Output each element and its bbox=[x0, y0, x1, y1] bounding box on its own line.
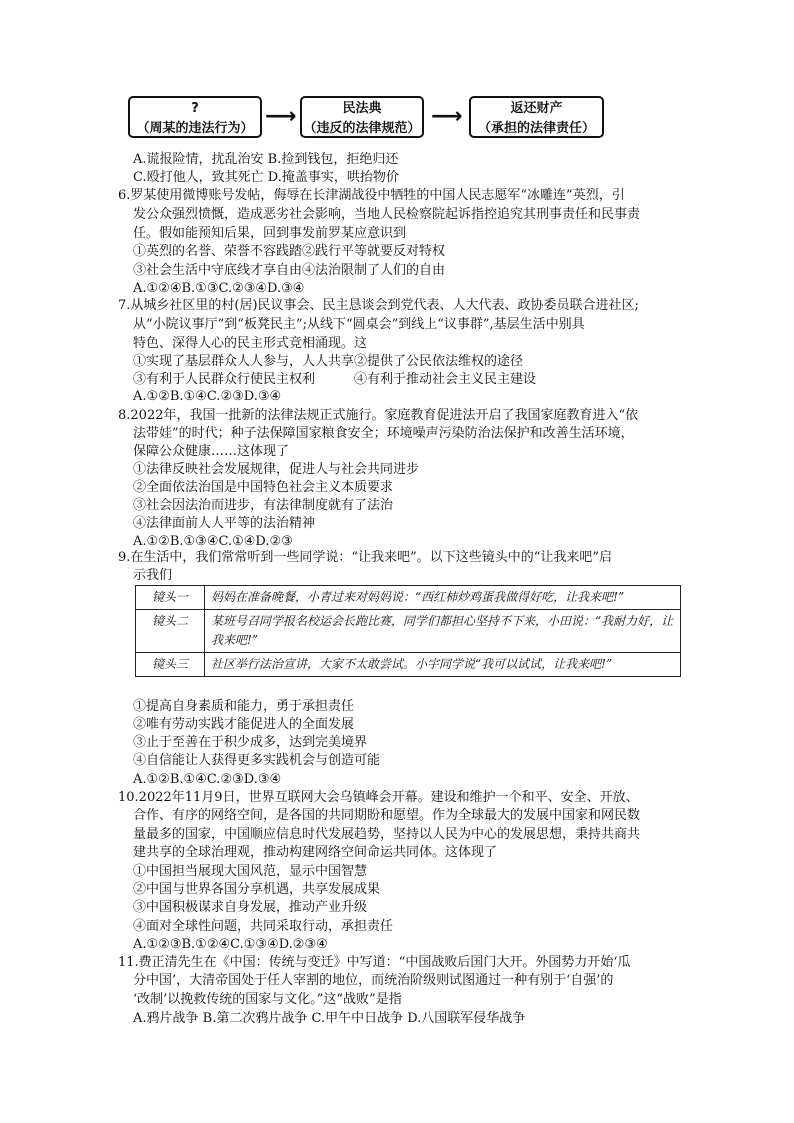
q11-stem-line3: ‘改制’以挽救传统的国家与文化。”这“战败”是指 bbox=[133, 992, 402, 1007]
q9-option-4: ④自信能让人获得更多实践机会与创造可能 bbox=[133, 753, 381, 768]
q5-options-line2: C.殴打他人，致其死亡 D.掩盖事实，哄抬物价 bbox=[133, 170, 399, 185]
q9-option-2: ②唯有劳动实践才能促进人的全面发展 bbox=[133, 717, 355, 732]
scenario-text: 社区举行法治宣讲，大家不太敢尝试。小宇同学说“我可以试试，让我来吧!” bbox=[205, 653, 681, 677]
q9-scenario-table bbox=[135, 585, 681, 677]
q10-option-2: ②中国与世界各国分享机遇，共享发展成果 bbox=[133, 882, 381, 897]
scenario-label: 镜头一 bbox=[136, 586, 205, 610]
q6-stem-line1: 6.罗某使用微博账号发帖，侮辱在长津湖战役中牺牲的中国人民志愿军“冰雕连”英烈，引 bbox=[118, 188, 625, 203]
q8-option-1: ①法律反映社会发展规律，促进人与社会共同进步 bbox=[133, 462, 420, 477]
q10-stem-line4: 建共享的全球治理观，推动构建网络空间命运共同体。这体现了 bbox=[133, 845, 498, 860]
q10-answer-choices: A.①②③B.①②④C.①③④D.②③④ bbox=[133, 937, 328, 952]
q8-stem-line3: 保障公众健康……这体现了 bbox=[133, 444, 290, 459]
q6-answer-choices: A.①②④B.①③C.②③④D.③④ bbox=[133, 281, 305, 296]
flow-box-label: （违反的法律规范） bbox=[303, 121, 421, 136]
q11-stem-line2: 分中国’，大清帝国处于任人宰割的地位，而统治阶级则试图通过一种有别于‘自强’的 bbox=[133, 973, 614, 988]
q6-option-line2: ③社会生活中守底线才享自由④法治限制了人们的自由 bbox=[133, 263, 446, 278]
q10-option-4: ④面对全球性问题，共同采取行动，承担责任 bbox=[133, 919, 394, 934]
q10-option-1: ①中国担当展现大国风范，显示中国智慧 bbox=[133, 864, 368, 879]
q7-stem-line3: 特色、深得人心的民主形式竞相涌现。这 bbox=[133, 336, 368, 351]
q10-stem-line3: 量最多的国家，中国顺应信息时代发展趋势，坚持以人民为中心的发展思想，秉持共商共 bbox=[133, 827, 641, 842]
q9-stem-line2: 示我们 bbox=[133, 568, 173, 583]
flow-arrow-icon: ⟶ bbox=[265, 104, 297, 129]
q8-option-4: ④法律面前人人平等的法治精神 bbox=[133, 516, 316, 531]
flow-box-label: （承担的法律责任） bbox=[477, 121, 595, 136]
q10-option-3: ③中国积极谋求自身发展，推动产业升级 bbox=[133, 900, 368, 915]
q11-answer-choices: A.鸦片战争 B.第二次鸦片战争 C.甲午中日战争 D.八国联军侵华战争 bbox=[133, 1011, 526, 1026]
q8-option-2: ②全面依法治国是中国特色社会主义本质要求 bbox=[133, 480, 394, 495]
table-row bbox=[136, 653, 681, 677]
table-row bbox=[136, 586, 681, 610]
scenario-text: 某班号召同学报名校运会长跑比赛，同学们都担心坚持不下来，小田说：“我耐力好，让我来吧!” bbox=[205, 610, 681, 653]
scenario-text: 妈妈在准备晚餐，小青过来对妈妈说：“西红柿炒鸡蛋我做得好吃，让我来吧!” bbox=[205, 586, 681, 610]
scenario-label: 镜头二 bbox=[136, 610, 205, 653]
q6-option-line1: ①英烈的名誉、荣誉不容践踏②践行平等就要反对特权 bbox=[133, 244, 446, 259]
flow-box-title: 返还财产 bbox=[510, 101, 563, 116]
q9-stem-line1: 9.在生活中，我们常常听到一些同学说：“让我来吧”。以下这些镜头中的“让我来吧”启 bbox=[118, 550, 612, 565]
flow-diagram bbox=[128, 96, 608, 142]
q10-stem-line1: 10.2022年11月9日，世界互联网大会乌镇峰会开幕。建设和维护一个和平、安全、开放、 bbox=[118, 790, 639, 805]
flow-box-violation bbox=[128, 96, 262, 138]
q7-option-line1: ①实现了基层群众人人参与，人人共享②提供了公民依法维权的途径 bbox=[133, 354, 524, 369]
flow-box-label: （周某的违法行为） bbox=[136, 121, 254, 136]
q10-stem-line2: 合作、有序的网络空间，是各国的共同期盼和愿望。作为全球最大的发展中国家和网民数 bbox=[133, 808, 641, 823]
q6-stem-line2: 发公众强烈愤慨，造成恶劣社会影响，当地人民检察院起诉指控追究其刑事责任和民事责 bbox=[133, 207, 641, 222]
q7-stem-line2: 从“小院议事厅”到“板凳民主”;从线下“圆桌会”到线上“议事群”,基层生活中别具 bbox=[133, 317, 585, 332]
flow-arrow-icon: ⟶ bbox=[431, 104, 463, 129]
q8-option-3: ③社会因法治而进步，有法律制度就有了法治 bbox=[133, 498, 394, 513]
q8-stem-line2: 法带娃”的时代；种子法保障国家粮食安全；环境噪声污染防治法保护和改善生活环境， bbox=[133, 426, 634, 441]
flow-box-civil-code bbox=[300, 96, 424, 138]
flow-box-question-mark: ? bbox=[191, 101, 199, 116]
q7-stem-line1: 7.从城乡社区里的村(居)民议事会、民主恳谈会到党代表、人大代表、政协委员联合进社区; bbox=[118, 298, 639, 313]
q5-options-line1: A.谎报险情，扰乱治安 B.捡到钱包，拒绝归还 bbox=[133, 152, 399, 167]
q11-stem-line1: 11.费正清先生在《中国：传统与变迁》中写道：“中国战败后国门大开。外国势力开始‘瓜 bbox=[118, 955, 631, 970]
q9-option-1: ①提高自身素质和能力，勇于承担责任 bbox=[133, 699, 355, 714]
q7-answer-choices: A.①②B.①④C.②③D.③④ bbox=[133, 389, 282, 404]
q9-answer-choices: A.①②B.①④C.②③D.③④ bbox=[133, 772, 282, 787]
flow-box-title: 民法典 bbox=[342, 101, 382, 116]
q6-stem-line3: 任。假如能预知后果，回到事发前罗某应意识到 bbox=[133, 226, 407, 241]
q8-answer-choices: A.①②B.①③④C.①④D.②③ bbox=[133, 534, 293, 549]
table-row bbox=[136, 610, 681, 653]
flow-box-liability bbox=[469, 96, 604, 138]
q7-option-line2: ③有利于人民群众行使民主权利 ④有利于推动社会主义民主建设 bbox=[133, 372, 537, 387]
scenario-label: 镜头三 bbox=[136, 653, 205, 677]
q8-stem-line1: 8.2022年，我国一批新的法律法规正式施行。家庭教育促进法开启了我国家庭教育进入“依 bbox=[118, 408, 639, 423]
q9-option-3: ③止于至善在于积少成多，达到完美境界 bbox=[133, 735, 368, 750]
